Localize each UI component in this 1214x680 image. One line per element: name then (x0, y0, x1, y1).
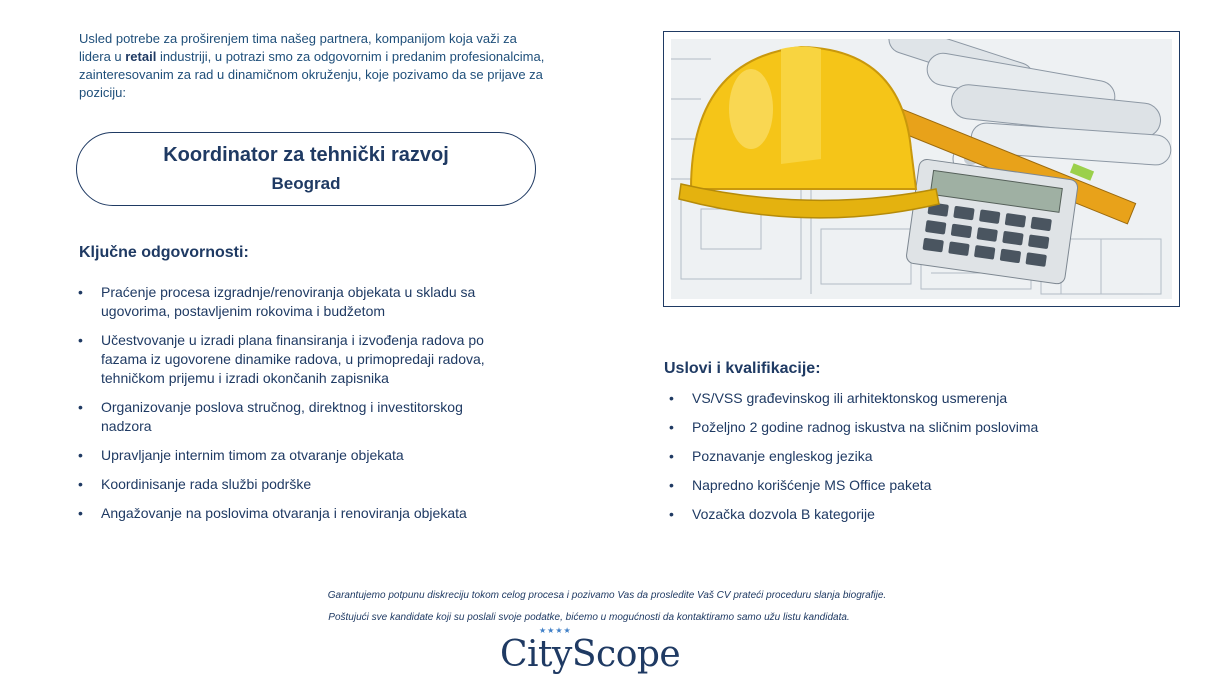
list-item-text: Upravljanje internim timom za otvaranje objekata (101, 447, 404, 463)
logo-wordmark: CityScope (500, 634, 681, 675)
list-item-text: VS/VSS građevinskog ili arhitektonskog usmerenja (692, 390, 1008, 406)
bullet-icon: • (669, 506, 674, 522)
footer-note-shortlist: Poštujući sve kandidate koji su poslali svoje podatke, bićemo u mogućnosti da kontaktiramo samo užu listu kandidata. (328, 612, 850, 623)
intro-bold-word: retail (125, 49, 157, 64)
intro-text-part1: Usled potrebe za proširenjem tima našeg partnera, kompanijom koja važi za lidera u (79, 31, 517, 64)
list-item (669, 389, 1172, 408)
bullet-icon: • (78, 332, 83, 348)
responsibilities-heading: Ključne odgovornosti: (79, 244, 249, 261)
bullet-icon: • (78, 447, 83, 463)
list-item-text: Koordinisanje rada službi podrške (101, 476, 312, 492)
list-item-text: Poznavanje engleskog jezika (692, 448, 873, 464)
construction-illustration (671, 39, 1172, 299)
list-item (669, 447, 1172, 466)
list-item (78, 283, 511, 321)
intro-text-part2: industriji, u potrazi smo za odgovornim i predanim profesionalcima, zainteresovanim za rad u dinamičnom okruženju, koje pozivamo da se prijave za poziciju: (79, 49, 545, 100)
bullet-icon: • (669, 419, 674, 435)
list-item-text: Vozačka dozvola B kategorije (692, 506, 875, 522)
position-title-box (76, 132, 536, 206)
conditions-list (669, 389, 1172, 534)
list-item (669, 418, 1172, 437)
position-title: Koordinator za tehnički razvoj (163, 144, 449, 166)
logo-stars-icon: ★★★★ (539, 626, 572, 635)
list-item-text: Praćenje procesa izgradnje/renoviranja objekata u skladu sa ugovorima, postavljenim rokovima i budžetom (101, 284, 476, 319)
cityscope-logo (497, 628, 687, 678)
conditions-heading: Uslovi i kvalifikacije: (664, 360, 821, 377)
position-city: Beograd (271, 174, 341, 193)
list-item-text: Angažovanje na poslovima otvaranja i renoviranja objekata (101, 505, 467, 521)
list-item (669, 505, 1172, 524)
intro-paragraph (79, 30, 549, 102)
construction-photo (663, 31, 1180, 307)
list-item-text: Organizovanje poslova stručnog, direktnog i investitorskog nadzora (101, 399, 463, 434)
list-item (78, 331, 511, 388)
bullet-icon: • (78, 476, 83, 492)
list-item-text: Napredno korišćenje MS Office paketa (692, 477, 932, 493)
list-item (78, 475, 511, 494)
bullet-icon: • (669, 477, 674, 493)
list-item (669, 476, 1172, 495)
footer-note-discretion: Garantujemo potpunu diskreciju tokom celog procesa i pozivamo Vas da prosledite Vaš CV prateći proceduru slanja biografije. (327, 590, 887, 601)
bullet-icon: • (669, 448, 674, 464)
list-item-text: Učestvovanje u izradi plana finansiranja i izvođenja radova po fazama iz ugovorene dinamike radova, u primopredaji radova, tehničkom prijemu i izradi okončanih zapisnika (101, 332, 485, 386)
list-item (78, 446, 511, 465)
bullet-icon: • (78, 505, 83, 521)
list-item-text: Poželjno 2 godine radnog iskustva na sličnim poslovima (692, 419, 1039, 435)
list-item (78, 398, 511, 436)
responsibilities-list (78, 283, 511, 533)
bullet-icon: • (78, 399, 83, 415)
bullet-icon: • (78, 284, 83, 300)
bullet-icon: • (669, 390, 674, 406)
list-item (78, 504, 511, 523)
